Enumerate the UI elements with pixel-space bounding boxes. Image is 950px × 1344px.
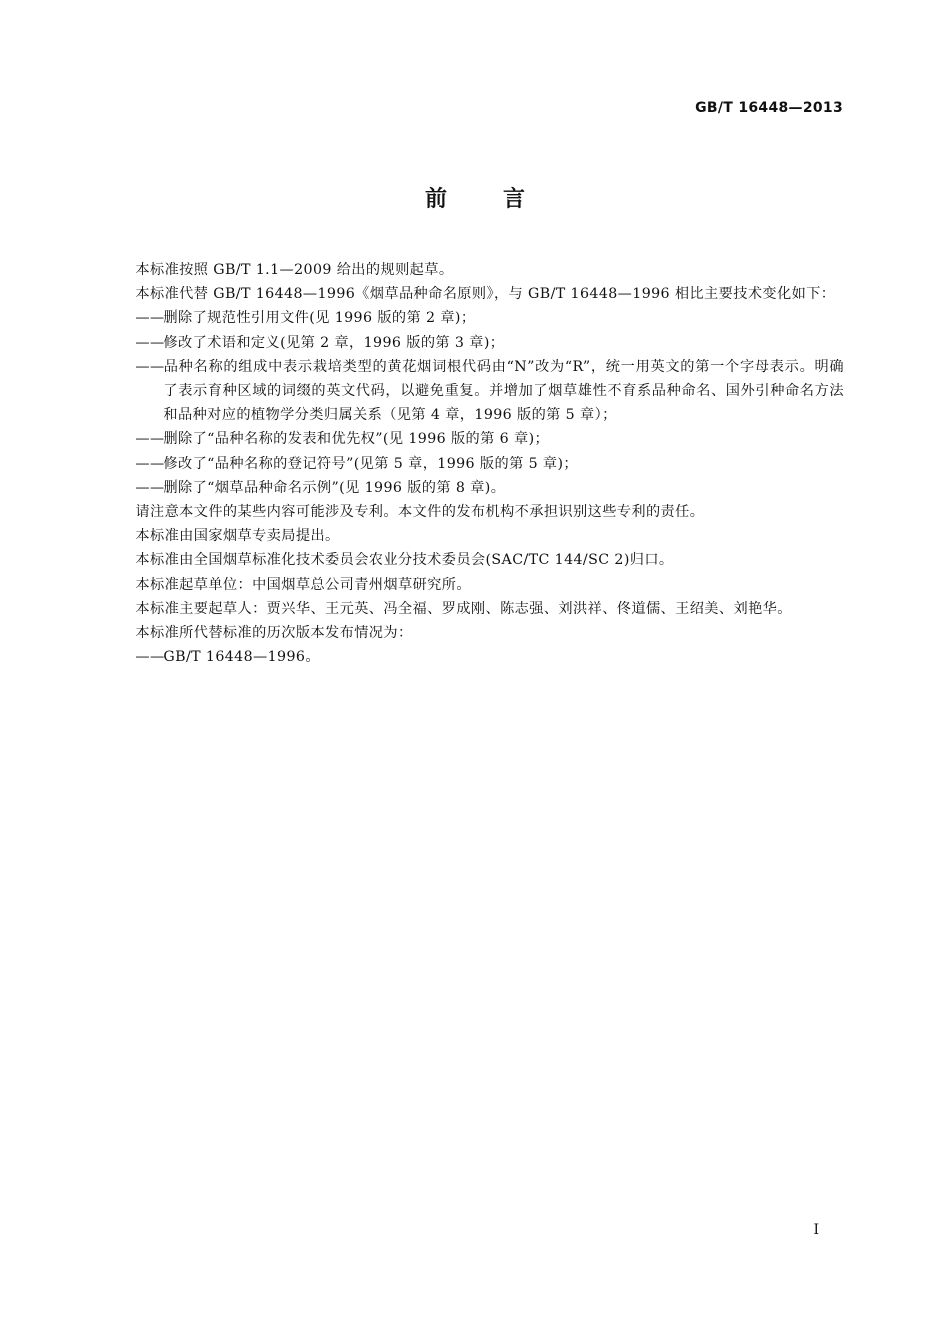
dash-marker: —— [135,479,165,496]
foreword-body [107,258,844,669]
paragraph-proposer: 本标准由国家烟草专卖局提出。 [135,528,340,545]
change-item-text: 删除了“品种名称的发表和优先权”(见 1996 版的第 6 章)； [163,431,550,448]
paragraph-drafting-rules: 本标准按照 GB/T 1.1—2009 给出的规则起草。 [135,262,454,278]
history-item [107,645,844,669]
change-item [107,306,844,330]
dash-marker: —— [135,455,165,472]
change-item [107,476,844,500]
page-title: 前言 [424,187,581,212]
paragraph-history-intro: 本标准所代替标准的历次版本发布情况为： [135,625,413,642]
change-item [107,427,844,451]
page-number: I [813,1222,819,1238]
dash-marker: —— [135,334,165,351]
change-item [107,452,844,476]
change-item [107,331,844,355]
change-item-text: 品种名称的组成中表示栽培类型的黄花烟词根代码由“N”改为“R”，统一用英文的第一个字母表示。明确了表示育种区域的词缀的英文代码，以避免重复。并增加了烟草雄性不育系品种命名、国外引种命名方法和品种对应的植物学分类归属关系（见第 4 章，1996 版的第 5 章）； [163,358,844,424]
history-item-text: GB/T 16448—1996。 [163,649,320,666]
change-item-text: 修改了“品种名称的登记符号”(见第 5 章，1996 版的第 5 章)； [163,455,579,472]
paragraph-patent-notice: 请注意本文件的某些内容可能涉及专利。本文件的发布机构不承担识别这些专利的责任。 [135,504,705,521]
dash-marker: —— [135,431,165,448]
change-item [107,355,844,428]
paragraph-drafting-unit: 本标准起草单位：中国烟草总公司青州烟草研究所。 [135,576,471,593]
dash-marker: —— [135,310,165,327]
change-item-text: 删除了规范性引用文件(见 1996 版的第 2 章)； [163,310,476,327]
paragraph-drafters: 本标准主要起草人：贾兴华、王元英、冯全福、罗成刚、陈志强、刘洪祥、佟道儒、王绍美、刘艳华。 [135,600,792,617]
paragraph-replacement: 本标准代替 GB/T 16448—1996《烟草品种命名原则》，与 GB/T 16448—1996 相比主要技术变化如下： [135,286,836,303]
document-id: GB/T 16448—2013 [695,100,843,116]
dash-marker: —— [135,649,165,666]
change-item-text: 修改了术语和定义(见第 2 章，1996 版的第 3 章)； [163,334,505,351]
dash-marker: —— [135,358,165,375]
change-item-text: 删除了“烟草品种命名示例”(见 1996 版的第 8 章)。 [163,479,506,496]
paragraph-committee: 本标准由全国烟草标准化技术委员会农业分技术委员会(SAC/TC 144/SC 2)归口。 [135,552,674,569]
